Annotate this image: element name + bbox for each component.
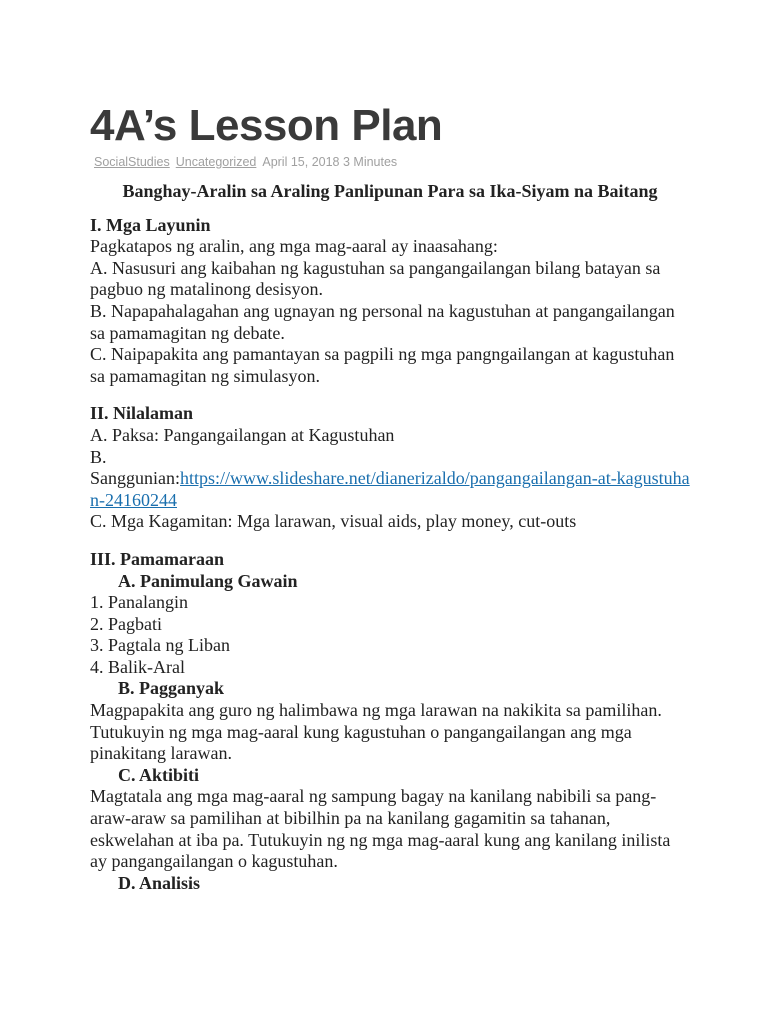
section-heading-layunin: I. Mga Layunin [90, 214, 211, 235]
category-link-uncategorized[interactable]: Uncategorized [175, 155, 257, 169]
post-date: April 15, 2018 [262, 155, 340, 169]
section-heading-nilalaman: II. Nilalaman [90, 403, 194, 424]
list-item: 4. Balik-Aral [90, 656, 185, 677]
sanggunian-label: Sanggunian: [90, 468, 180, 489]
layunin-item-b: B. Napapahalagahan ang ugnayan ng personal na kagustuhan at pangangailangan sa pamamagitan ng debate. [90, 300, 675, 343]
subheading-pagganyak: B. Pagganyak [118, 678, 225, 699]
nilalaman-item-c: C. Mga Kagamitan: Mga larawan, visual aids, play money, cut-outs [90, 511, 577, 532]
layunin-item-a: A. Nasusuri ang kaibahan ng kagustuhan sa pangangailangan bilang batayan sa pagbuo ng matalinong desisyon. [90, 257, 661, 300]
document-title: Banghay-Aralin sa Araling Panlipunan Para sa Ika-Siyam na Baitang [122, 181, 658, 201]
category-link-socialstudies[interactable]: SocialStudies [94, 155, 170, 169]
nilalaman-item-a: A. Paksa: Pangangailangan at Kagustuhan [90, 424, 395, 445]
aktibiti-text: Magtatala ang mga mag-aaral ng sampung bagay na kanilang nabibili sa pang-araw-araw sa pamilihan at bibilhin pa na kanilang gagamitin sa tahanan, eskwelahan at iba pa. Tutukuyin ng ng mga mag-aaral kung ang kanilang inilista ay pangangailangan o kagustuhan. [90, 786, 671, 872]
subheading-analisis: D. Analisis [118, 872, 201, 893]
nilalaman-item-b-label: B. [90, 446, 107, 467]
post-meta [94, 155, 397, 169]
spacer [90, 387, 690, 403]
reference-link[interactable]: https://www.slideshare.net/dianerizaldo/pangangailangan-at-kagustuhan-24160244 [90, 468, 690, 510]
nilalaman-item-b [90, 468, 690, 511]
post-content [90, 181, 690, 894]
list-item: 1. Panalangin [90, 592, 188, 613]
layunin-item-c: C. Naipapakita ang pamantayan sa pagpili ng mga pangngailangan at kagustuhan sa pamamagitan ng simulasyon. [90, 344, 675, 386]
list-item: 2. Pagbati [90, 613, 162, 634]
section-heading-pamamaraan: III. Pamamaraan [90, 548, 224, 569]
list-item: 3. Pagtala ng Liban [90, 635, 230, 656]
subheading-panimulang-gawain: A. Panimulang Gawain [118, 570, 298, 591]
subheading-aktibiti: C. Aktibiti [118, 764, 200, 785]
spacer [90, 533, 690, 549]
post-title: 4A’s Lesson Plan [90, 101, 443, 150]
layunin-intro: Pagkatapos ng aralin, ang mga mag-aaral ay inaasahang: [90, 236, 498, 257]
read-time: 3 Minutes [342, 155, 398, 169]
pagganyak-text: Magpapakita ang guro ng halimbawa ng mga larawan na nakikita sa pamilihan. Tutukuyin ng mga mag-aaral kung kagustuhan o pangangailangan ang mga pinakitang larawan. [90, 700, 662, 764]
